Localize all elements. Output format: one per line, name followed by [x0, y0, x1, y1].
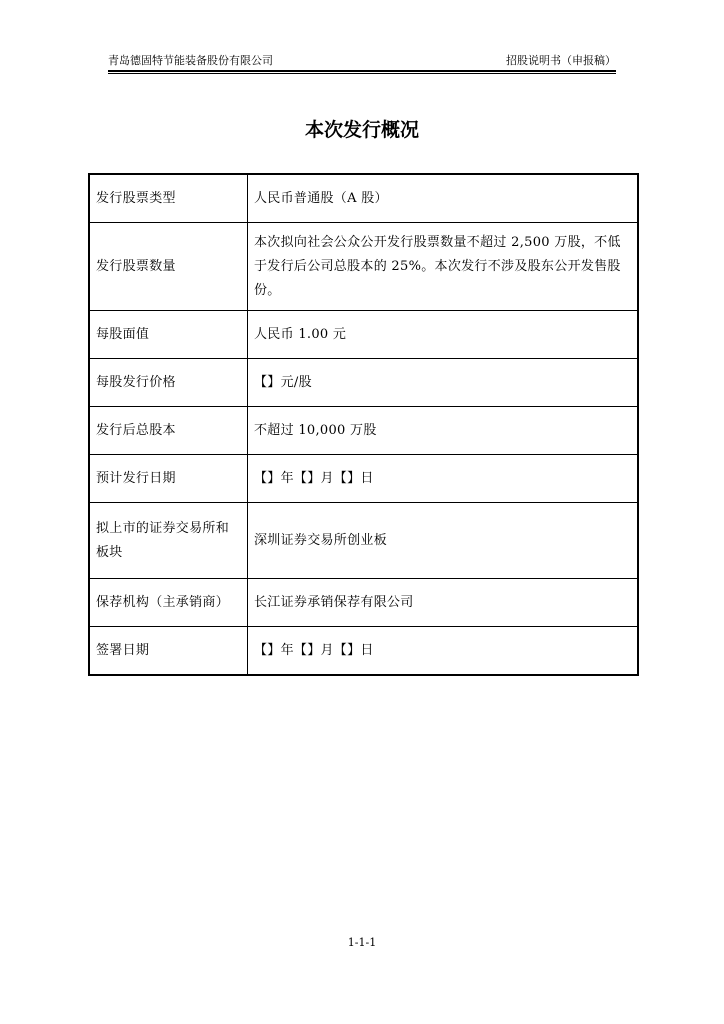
row-value: 【】元/股 — [248, 359, 639, 407]
row-value: 不超过 10,000 万股 — [248, 407, 639, 455]
row-label: 发行股票数量 — [89, 223, 248, 311]
header-rule-thick — [108, 70, 616, 72]
row-label: 每股面值 — [89, 311, 248, 359]
table-row — [89, 503, 638, 579]
row-label: 保荐机构（主承销商） — [89, 579, 248, 627]
page-header — [108, 52, 616, 70]
row-value: 深圳证券交易所创业板 — [248, 503, 639, 579]
row-label: 签署日期 — [89, 627, 248, 676]
row-value: 本次拟向社会公众公开发行股票数量不超过 2,500 万股，不低于发行后公司总股本的 25%。本次发行不涉及股东公开发售股份。 — [248, 223, 639, 311]
header-document-name: 招股说明书（申报稿） — [506, 54, 616, 67]
row-value: 【】年【】月【】日 — [248, 455, 639, 503]
row-value: 人民币 1.00 元 — [248, 311, 639, 359]
page-number: 1-1-1 — [347, 936, 377, 949]
row-label: 每股发行价格 — [89, 359, 248, 407]
table-row — [89, 455, 638, 503]
table-row — [89, 407, 638, 455]
table-row — [89, 627, 638, 676]
row-label: 拟上市的证券交易所和板块 — [89, 503, 248, 579]
page-title: 本次发行概况 — [304, 119, 419, 141]
header-rule-thin — [108, 73, 616, 74]
table-row — [89, 311, 638, 359]
row-value: 长江证券承销保荐有限公司 — [248, 579, 639, 627]
row-label: 发行股票类型 — [89, 174, 248, 223]
row-value: 人民币普通股（A 股） — [248, 174, 639, 223]
table-row — [89, 579, 638, 627]
row-label: 预计发行日期 — [89, 455, 248, 503]
header-company-name: 青岛德固特节能装备股份有限公司 — [108, 54, 273, 67]
row-value: 【】年【】月【】日 — [248, 627, 639, 676]
table-row — [89, 359, 638, 407]
table-row — [89, 223, 638, 311]
offering-overview-table — [88, 173, 639, 676]
row-label: 发行后总股本 — [89, 407, 248, 455]
table-row — [89, 174, 638, 223]
